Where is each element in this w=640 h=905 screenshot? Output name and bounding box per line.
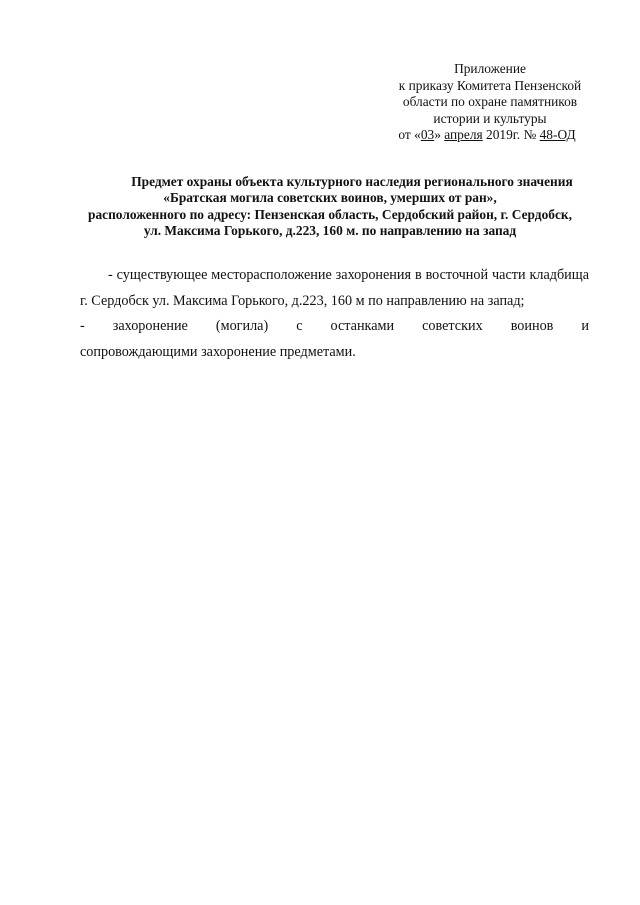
- order-prefix: от «: [398, 127, 421, 142]
- appendix-line-history: истории и культуры: [433, 110, 547, 126]
- appendix-line-order-ref: к приказу Комитета Пензенской: [398, 77, 582, 93]
- item2-word: останками: [330, 318, 395, 334]
- appendix-header: [380, 61, 600, 144]
- item1-text: существующее месторасположение захоронения в восточной части кладбища г. Сердобск ул. Максима Горького, д.223, 160 м по направлению на запад;: [80, 267, 589, 309]
- item2-word: (могила): [215, 318, 269, 334]
- item2-word: с: [296, 318, 303, 334]
- item2-first-line: [52, 314, 589, 340]
- order-year: 2019г. №: [482, 127, 540, 142]
- item2-word: захоронение: [112, 318, 188, 334]
- item2-rest: сопровождающими захоронение предметами.: [80, 343, 356, 360]
- item2-word: и: [581, 318, 589, 334]
- order-mid: »: [434, 127, 445, 142]
- document-title: [60, 174, 600, 240]
- order-day: 03: [420, 127, 435, 142]
- list-item-burial: [80, 314, 589, 365]
- appendix-line-committee: области по охране памятников: [402, 94, 578, 109]
- title-line-1: Предмет охраны объекта культурного наследия регионального значения: [131, 174, 573, 189]
- appendix-order-line: [374, 127, 600, 144]
- item2-word: советских: [422, 318, 483, 334]
- title-line-2: «Братская могила советских воинов, умерших от ран»,: [163, 190, 497, 206]
- appendix-title: Приложение: [454, 61, 526, 76]
- title-line-3: расположенного по адресу: Пензенская область, Сердобский район, г. Сердобск,: [88, 206, 572, 222]
- item1-dash: -: [108, 267, 113, 283]
- order-number: 48-ОД: [539, 127, 576, 142]
- list-item-location: [80, 263, 589, 314]
- order-month: апреля: [444, 127, 483, 142]
- item2-dash: -: [80, 318, 85, 334]
- item2-word: воинов: [510, 318, 554, 334]
- document-body: [80, 263, 589, 365]
- title-line-4: ул. Максима Горького, д.223, 160 м. по направлению на запад: [143, 223, 517, 239]
